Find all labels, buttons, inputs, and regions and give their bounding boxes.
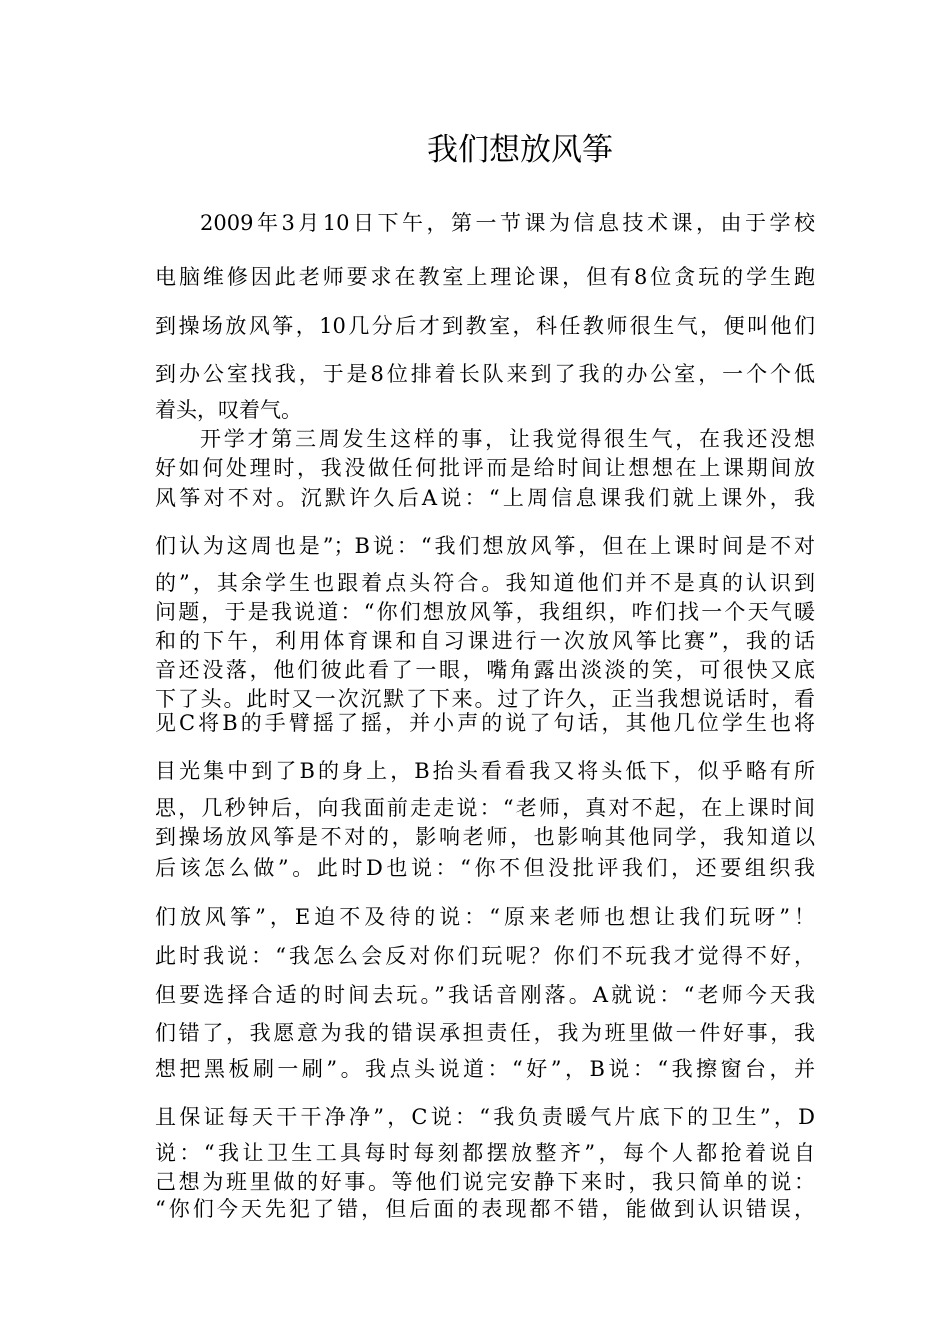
paragraph-2-line: 音还没落，他们彼此看了一眼，嘴角露出淡淡的笑，可很快又底 xyxy=(155,658,815,682)
paragraph-2-line: 和的下午，利用体育课和自习课进行一次放风筝比赛”，我的话 xyxy=(155,629,815,653)
paragraph-1-line: 到办公室找我，于是8位排着长队来到了我的办公室，一个个低 xyxy=(155,362,815,386)
paragraph-2-line: 好如何处理时，我没做任何批评而是给时间让想想在上课期间放 xyxy=(155,456,815,480)
paragraph-2-line: 的”，其余学生也跟着点头符合。我知道他们并不是真的认识到 xyxy=(155,571,815,595)
paragraph-2-line: 说：“我让卫生工具每时每刻都摆放整齐”，每个人都抢着说自 xyxy=(155,1141,815,1165)
paragraph-2-line: 下了头。此时又一次沉默了下来。过了许久，正当我想说话时，看 xyxy=(155,687,815,711)
paragraph-2-line: 问题，于是我说道：“你们想放风筝，我组织，咋们找一个天气暖 xyxy=(155,600,815,624)
paragraph-2-line: 到操场放风筝是不对的，影响老师，也影响其他同学，我知道以 xyxy=(155,825,815,849)
paragraph-2-line: 开学才第三周发生这样的事，让我觉得很生气，在我还没想 xyxy=(200,427,815,451)
paragraph-2-line: 此时我说：“我怎么会反对你们玩呢？你们不玩我才觉得不好， xyxy=(155,944,815,968)
paragraph-2-line: 们错了，我愿意为我的错误承担责任，我为班里做一件好事，我 xyxy=(155,1021,815,1045)
paragraph-2-line: 己想为班里做的好事。等他们说完安静下来时，我只简单的说： xyxy=(155,1170,815,1194)
paragraph-2-line: 且保证每天干干净净”，C说：“我负责暖气片底下的卫生”，D xyxy=(155,1105,815,1129)
paragraph-2-line: 目光集中到了B的身上，B抬头看看我又将头低下，似乎略有所 xyxy=(155,759,815,783)
paragraph-2-line: “你们今天先犯了错，但后面的表现都不错，能做到认识错误， xyxy=(155,1197,815,1221)
paragraph-2-line: 思，几秒钟后，向我面前走走说：“老师，真对不起，在上课时间 xyxy=(155,796,815,820)
paragraph-2-line: 后该怎么做”。此时D也说：“你不但没批评我们，还要组织我 xyxy=(155,856,815,880)
document-title: 我们想放风筝 xyxy=(427,132,613,168)
paragraph-2-line: 想把黑板刷一刷”。我点头说道：“好”，B说：“我擦窗台，并 xyxy=(155,1057,815,1081)
paragraph-2-line: 见C将B的手臂摇了摇，并小声的说了句话，其他几位学生也将 xyxy=(155,711,815,735)
paragraph-1-line: 着头，叹着气。 xyxy=(155,398,302,422)
paragraph-2-line: 风筝对不对。沉默许久后A说：“上周信息课我们就上课外，我 xyxy=(155,486,815,510)
paragraph-1-line: 2009年3月10日下午，第一节课为信息技术课，由于学校 xyxy=(200,211,815,235)
paragraph-2-line: 们认为这周也是”；B说：“我们想放风筝，但在上课时间是不对 xyxy=(155,534,815,558)
paragraph-2-line: 们放风筝”，E迫不及待的说：“原来老师也想让我们玩呀”！ xyxy=(155,905,815,929)
paragraph-2-line: 但要选择合适的时间去玩。”我话音刚落。A就说：“老师今天我 xyxy=(155,983,815,1007)
paragraph-1-line: 到操场放风筝，10几分后才到教室，科任教师很生气，便叫他们 xyxy=(155,314,815,338)
paragraph-1-line: 电脑维修因此老师要求在教室上理论课，但有8位贪玩的学生跑 xyxy=(155,265,815,289)
